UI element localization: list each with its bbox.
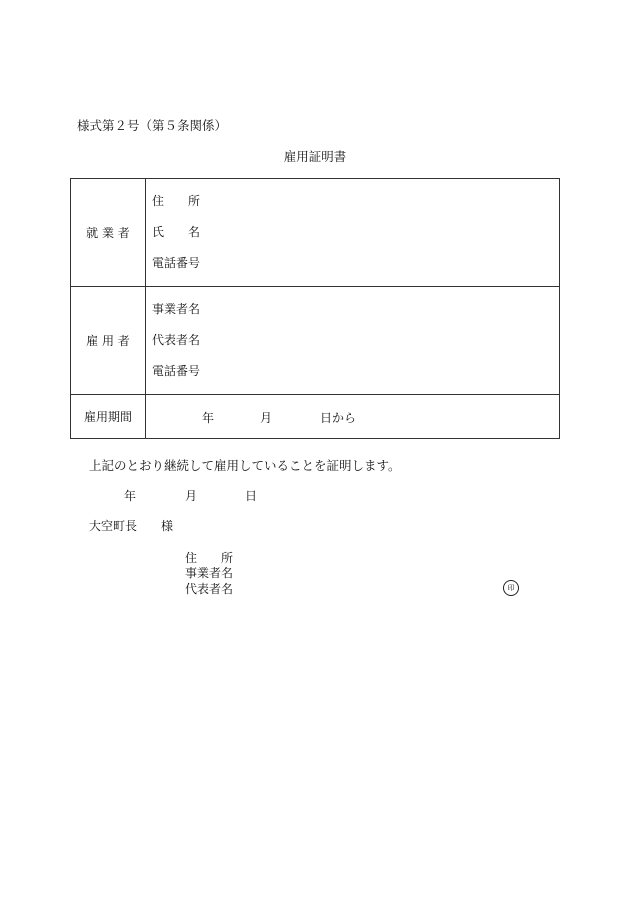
employer-company-label: 事業者名	[152, 302, 201, 316]
seal-mark: 印	[503, 580, 519, 596]
worker-address-label: 住 所	[152, 194, 201, 208]
date-month-label: 月	[185, 489, 198, 503]
applicant-representative-label: 代表者名	[185, 582, 234, 596]
certification-statement: 上記のとおり継続して雇用していることを証明します。	[89, 458, 401, 473]
worker-phone-label: 電話番号	[152, 256, 201, 270]
date-day-label: 日	[245, 489, 258, 503]
applicant-company-label: 事業者名	[185, 566, 234, 580]
employer-phone-label: 電話番号	[152, 364, 201, 378]
period-header: 雇用期間	[71, 395, 146, 439]
period-from-label: 日から	[320, 411, 357, 425]
addressee: 大空町長 様	[89, 519, 174, 533]
employer-header: 雇 用 者	[71, 287, 146, 395]
period-year-label: 年	[202, 411, 215, 425]
date-year-label: 年	[124, 489, 137, 503]
employer-row	[71, 287, 560, 395]
period-month-label: 月	[260, 411, 273, 425]
worker-header: 就 業 者	[71, 179, 146, 287]
document-title: 雇用証明書	[283, 149, 347, 164]
form-number-label: 様式第２号（第５条関係）	[77, 118, 228, 133]
applicant-address-label: 住 所	[185, 551, 234, 565]
period-row	[71, 395, 560, 439]
employer-representative-label: 代表者名	[152, 333, 201, 347]
worker-name-label: 氏 名	[152, 225, 201, 239]
certificate-table	[70, 178, 560, 439]
worker-row	[71, 179, 560, 287]
